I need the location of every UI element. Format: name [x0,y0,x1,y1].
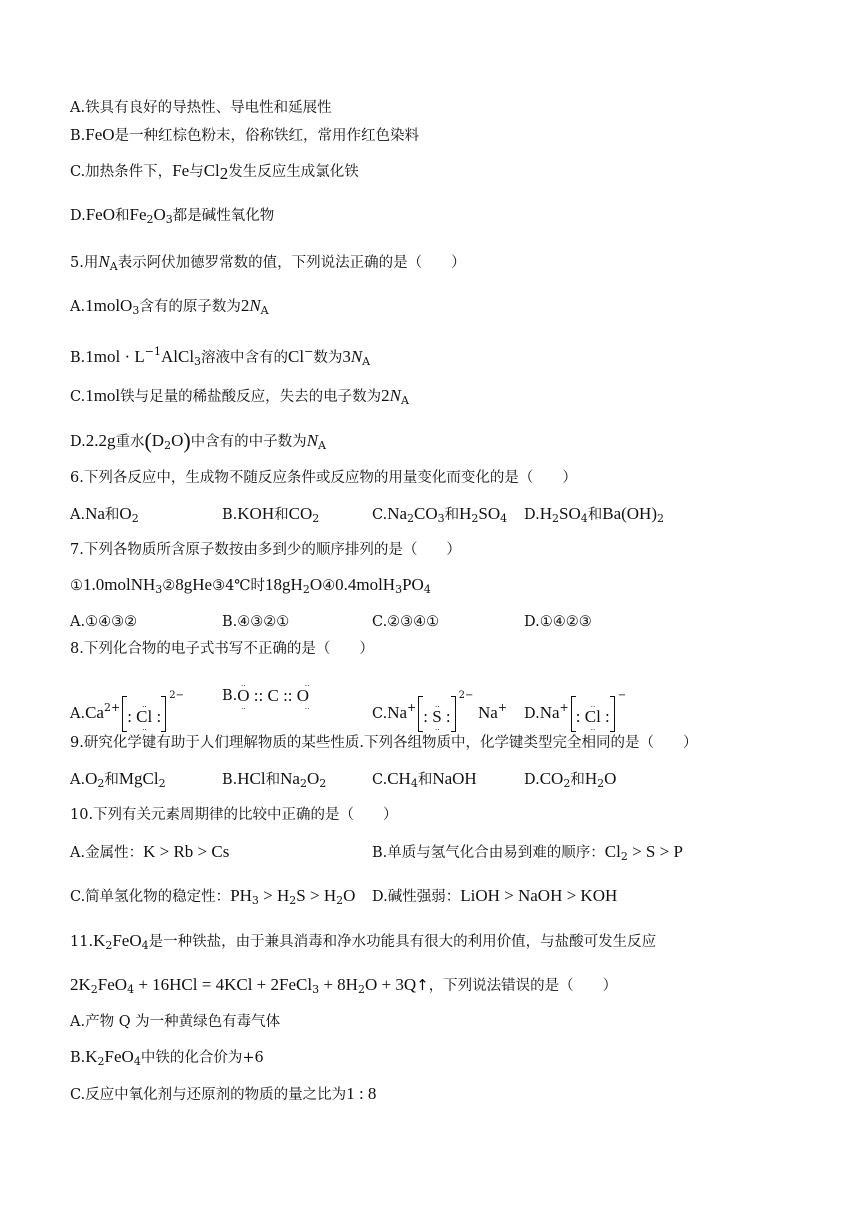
q5-b-text-2: 数为 [313,350,343,366]
q6-d-sub-3: 2 [657,512,664,525]
q11-stem [70,930,656,957]
q6-c-mid: 和 [444,507,460,523]
q11-eq-sub-4: 2 [357,983,365,996]
q10-option-a [70,841,229,864]
q8-d-cation: Na [539,703,560,722]
q11-b-text: 中铁的化合价为+6 [140,1050,264,1066]
q5-b-na-sub: A [362,355,371,368]
q8-a-dots-top: ‥ [142,701,147,709]
q10-c-prefix: C.简单氢化物的稳定性： [70,889,231,905]
q9-a-sub-2: 2 [158,777,166,790]
q8-c-bracket [418,696,455,732]
q5-stem-text: 表示阿伏加德罗常数的值，下列说法正确的是（ ） [117,255,466,271]
q6-option-a [70,503,139,530]
q9-a-formula-2: MgCl [118,769,159,788]
q11-stem-prefix: 11. [70,934,94,950]
q5-na-sub: A [109,260,118,273]
q11-c-ratio: 1 : 8 [346,1084,377,1103]
q11-b-formula-k-sub: 2 [97,1055,105,1068]
q6-option-c [372,503,507,530]
q9-c-formula-2: NaOH [432,769,477,788]
q4-d-formula-3: O [153,205,166,224]
q5-a-na: N [249,296,261,315]
q5-d-paren-open: ( [144,428,152,453]
q9-d-formula-1: CO [539,769,564,788]
q5-b-unit-sup: −1 [144,345,161,358]
q5-c-value: 2 [381,386,390,405]
q8-d-dots-top: ‥ [590,701,595,709]
q6-stem [70,467,577,489]
q6-c-sub-4: 4 [500,512,508,525]
q11-c-prefix: C.反应中氧化剂与还原剂的物质的量之比为 [70,1087,347,1103]
q8-c-cation-charge: + [407,701,417,714]
q11-eq-part-5: O + 3Q [364,975,417,994]
q6-d-prefix: D. [524,507,540,523]
q10-b-formula-1: Cl [604,842,621,861]
q8-a-bracket [122,696,166,732]
q8-b-dots-top-2: ‥ [304,680,309,688]
q5-d-sub: 2 [164,439,172,452]
q11-formula-k-sub: 2 [105,939,113,952]
q9-a-formula-1: O [85,769,98,788]
q11-stem-text: 是一种铁盐，由于兼具消毒和净水功能具有很大的利用价值，与盐酸可发生反应 [148,934,657,950]
q8-a-anion: : Cl : [127,707,162,726]
q7-item-1-mark: ① [70,578,83,594]
q5-d-formula-o: O [171,431,184,450]
q5-d-formula-d: D [151,431,165,450]
q10-b-formula-2: > S > P [627,842,683,861]
q8-option-c [372,674,507,736]
q8-stem-text: 8.下列化合物的电子式书写不正确的是（ ） [70,641,374,657]
q11-eq-sub-3: 3 [312,983,320,996]
q5-na-symbol: N [98,252,110,271]
q7-item-4b: PO [402,575,424,594]
gas-arrow-icon: ↑ [416,976,429,994]
q9-c-mid: 和 [417,772,433,788]
q9-a-sub-1: 2 [97,777,105,790]
q6-c-formula-2: CO [414,504,438,523]
q5-c-text: 铁与足量的稀盐酸反应，失去的电子数为 [120,389,382,405]
q6-option-b [222,503,319,530]
q4-d-sub-2: 3 [165,213,173,226]
q5-a-value: 2 [240,296,250,315]
q10-b-prefix: B.单质与氢气化合由易到难的顺序： [372,845,605,861]
q10-a-formula: K > Rb > Cs [143,842,230,861]
q8-c-prefix: C. [372,706,388,722]
q9-d-sub-2: 2 [597,777,605,790]
q9-option-a [70,768,166,795]
q4-option-b [70,124,419,147]
q4-b-text: 是一种红棕色粉末，俗称铁红，常用作红色染料 [114,128,420,144]
q11-formula-feo-sub: 4 [141,939,149,952]
q11-option-b [70,1046,264,1073]
q5-b-sub: 3 [194,355,202,368]
q9-a-prefix: A. [70,772,86,788]
q6-c-formula-4: SO [478,504,501,523]
q6-c-sub-3: 2 [471,512,479,525]
q7-a-text: A.①④③② [70,614,138,630]
q5-a-sub: 3 [132,304,140,317]
q5-stem-prefix: 5.用 [70,255,99,271]
q8-b-dots-bottom-2: ‥ [304,703,309,711]
q5-b-na: N [350,347,363,366]
q11-option-a [70,1011,280,1033]
q5-d-mass: 2.2g [85,431,116,450]
q5-b-text: 溶液中含有的 [201,350,289,366]
q5-b-ion-sup: − [304,345,314,358]
q11-option-c [70,1083,376,1106]
q8-d-prefix: D. [524,706,540,722]
q11-b-prefix: B. [70,1050,86,1066]
q5-c-na: N [389,386,401,405]
q5-b-ion: Cl [288,347,305,366]
q6-c-sub-1: 2 [407,512,415,525]
q8-a-prefix: A. [70,706,86,722]
q6-c-sub-2: 3 [437,512,445,525]
q10-c-sub-1: 3 [251,894,259,907]
q8-option-d [524,674,626,736]
q5-option-d [70,430,326,457]
q8-c-cation: Na [387,703,408,722]
q6-a-sub: 2 [131,512,139,525]
q8-d-dots-bottom: ‥ [590,724,595,732]
q11-b-formula-feo-sub: 4 [133,1055,141,1068]
q4-c-prefix: C.加热条件下， [70,164,173,180]
q4-c-formula-fe: Fe [172,161,190,180]
q8-option-a [70,674,184,736]
q5-c-na-sub: A [400,394,409,407]
q6-d-sub-2: 4 [580,512,588,525]
q9-a-mid: 和 [104,772,119,788]
q5-d-text: 重水 [115,434,145,450]
q10-c-sub-3: 2 [336,894,344,907]
q6-d-formula-3: Ba(OH) [602,504,657,523]
q7-item-3: 18gH [265,575,303,594]
q11-b-formula-k: K [85,1047,98,1066]
q8-stem [70,638,374,660]
q5-d-paren-close: ) [183,428,191,453]
q7-item-4-mark: ④ [322,578,336,594]
q8-a-anion-charge: 2− [169,690,184,701]
q7-option-a [70,611,137,633]
q8-c-cation-2-charge: + [497,701,508,714]
q9-b-mid: 和 [265,772,281,788]
q4-option-d [70,204,274,231]
q10-option-c [70,885,355,912]
q4-option-a [70,97,332,119]
q5-c-amount: 1mol [85,386,121,405]
q8-b-dots-top-1: ‥ [241,680,246,688]
q4-b-formula: FeO [85,125,115,144]
q4-d-mid: 和 [115,208,130,224]
q6-option-d [524,503,664,530]
q10-option-b [372,841,683,868]
q11-a-text: A.产物 Q 为一种黄绿色有毒气体 [70,1014,281,1030]
q9-c-sub: 4 [410,777,418,790]
q4-d-text: 都是碱性氧化物 [172,208,275,224]
q11-eq-part-3: + 16HCl = 4KCl + 2FeCl [134,975,313,994]
q9-b-sub-2: 2 [319,777,327,790]
q4-a-text: A.铁具有良好的导热性、导电性和延展性 [70,100,332,116]
q4-c-mid: 与 [189,164,204,180]
q8-a-cation: Ca [85,703,104,722]
q10-stem [70,804,398,826]
q7-item-4: 0.4molH [335,575,396,594]
q8-b-prefix: B. [222,688,238,704]
q6-d-formula-1: H [539,504,552,523]
q6-a-formula-1: Na [85,504,105,523]
q7-option-c [372,611,439,633]
q11-eq-part-1: 2K [70,975,91,994]
q5-d-na-sub: A [318,439,326,452]
q11-formula-k: K [93,931,106,950]
q6-b-formula-1: KOH [237,504,275,523]
q5-stem [70,251,466,278]
q6-b-prefix: B. [222,507,238,523]
q9-c-prefix: C. [372,772,388,788]
q6-c-prefix: C. [372,507,388,523]
q5-b-value: 3 [342,347,351,366]
q8-a-dots-bottom: ‥ [142,724,147,732]
q7-item-4b-sub: 4 [423,583,431,596]
q11-formula-feo: FeO [112,931,142,950]
q11-eq-text: ，下列说法错误的是（ ） [428,978,618,994]
q7-item-2-mark: ② [162,578,176,594]
q7-item-1-sub: 3 [155,583,163,596]
q5-a-prefix: A. [70,299,86,315]
q7-stem-text: 7.下列各物质所含原子数按由多到少的顺序排列的是（ ） [70,542,461,558]
q4-d-formula-2: Fe [129,205,147,224]
q7-stem [70,539,461,561]
q5-option-b [70,341,370,373]
q11-eq-sub-1: 2 [90,983,98,996]
q6-stem-text: 6.下列各反应中，生成物不随反应条件或反应物的用量变化而变化的是（ ） [70,470,577,486]
q9-d-formula-3: O [604,769,617,788]
q8-b-dots-bottom-1: ‥ [241,703,246,711]
q9-d-mid: 和 [570,772,585,788]
q5-a-formula: 1molO [85,296,133,315]
q9-d-formula-2: H [584,769,598,788]
q6-b-formula-2: CO [288,504,313,523]
q8-d-bracket [571,696,615,732]
q6-a-formula-2: O [119,504,132,523]
q4-b-prefix: B. [70,128,86,144]
q6-a-prefix: A. [70,507,86,523]
q5-a-na-sub: A [260,304,269,317]
q7-item-3b: O [309,575,323,594]
q8-c-dots-bottom: ‥ [434,724,440,732]
q6-b-sub: 2 [312,512,320,525]
q6-a-mid: 和 [104,507,120,523]
q7-item-3-mark: ③4℃时 [212,578,266,594]
q9-b-formula-1: HCl [237,769,266,788]
q5-d-na: N [306,431,319,450]
q7-b-text: B.④③②① [222,614,290,630]
q5-option-a [70,295,269,322]
q8-c-anion: : S : [423,707,451,726]
q7-option-b [222,611,289,633]
q4-d-formula-1: FeO [85,205,115,224]
q8-c-cation-2: Na [478,703,498,722]
q9-b-formula-2: Na [280,769,300,788]
q8-d-anion: : Cl : [575,707,610,726]
q11-eq-part-2: FeO [97,975,128,994]
q11-eq-sub-2: 4 [127,983,135,996]
q6-d-mid: 和 [587,507,603,523]
q10-b-sub: 2 [620,850,628,863]
q5-b-formula: AlCl [160,347,195,366]
q7-item-2: 8gHe [175,575,213,594]
q5-b-prefix: B. [70,350,86,366]
q10-option-d [372,885,617,908]
q9-option-d [524,768,616,795]
q5-option-c [70,385,409,412]
q5-d-prefix: D. [70,434,86,450]
q9-d-prefix: D. [524,772,540,788]
q11-equation [70,974,617,1001]
q4-d-sub-1: 2 [146,213,154,226]
q7-option-d [524,611,592,633]
q8-d-cation-charge: + [559,701,569,714]
q8-option-b [222,674,309,718]
q9-stem [70,732,697,754]
q6-b-mid: 和 [274,507,289,523]
q7-d-text: D.①④②③ [524,614,592,630]
q8-c-anion-charge: 2− [458,690,474,701]
q9-d-sub-1: 2 [563,777,571,790]
q9-option-c [372,768,477,795]
q8-b-structure: O :: C :: O [237,686,310,705]
q4-c-sub: 2 [219,164,229,183]
q7-c-text: C.②③④① [372,614,440,630]
q7-item-1: 1.0molNH [83,575,156,594]
q11-eq-part-4: + 8H [319,975,358,994]
q5-d-text-2: 中含有的中子数为 [190,434,307,450]
q4-c-text: 发生反应生成氯化铁 [228,164,359,180]
q9-option-b [222,768,326,795]
q4-c-formula-cl: Cl [203,161,220,180]
q10-c-sub-2: 2 [289,894,297,907]
q6-d-formula-2: SO [559,504,581,523]
q8-c-dots-top: ‥ [434,701,440,709]
q7-item-3-sub: 2 [302,583,310,596]
q11-b-formula-feo: FeO [104,1047,134,1066]
q10-d-prefix: D.碱性强弱： [372,889,461,905]
q10-c-formula-4: O [343,886,356,905]
q6-c-formula-3: H [459,504,472,523]
q7-items [70,574,431,601]
q4-d-prefix: D. [70,208,86,224]
q10-a-prefix: A.金属性： [70,845,144,861]
q4-option-c [70,160,359,185]
q5-a-text: 含有的原子数为 [139,299,241,315]
q10-c-formula-3: S > H [296,886,337,905]
q9-b-prefix: B. [222,772,238,788]
q10-stem-text: 10.下列有关元素周期律的比较中正确的是（ ） [70,807,398,823]
q9-b-formula-3: O [306,769,320,788]
q7-item-4-sub: 3 [395,583,403,596]
q8-d-anion-charge: − [617,690,627,701]
q9-c-formula-1: CH [387,769,411,788]
q10-c-formula-1: PH [230,886,252,905]
q9-b-sub-1: 2 [299,777,307,790]
q6-c-formula-1: Na [387,504,408,523]
q10-c-formula-2: > H [258,886,290,905]
q9-stem-text: 9.研究化学键有助于人们理解物质的某些性质.下列各组物质中，化学键类型完全相同的是（ ） [70,735,698,751]
q8-a-cation-charge: 2+ [103,701,121,714]
q5-c-prefix: C. [70,389,86,405]
q10-d-formula: LiOH > NaOH > KOH [460,886,618,905]
q6-d-sub-1: 2 [552,512,559,525]
q5-b-unit: 1mol · L [85,347,145,366]
